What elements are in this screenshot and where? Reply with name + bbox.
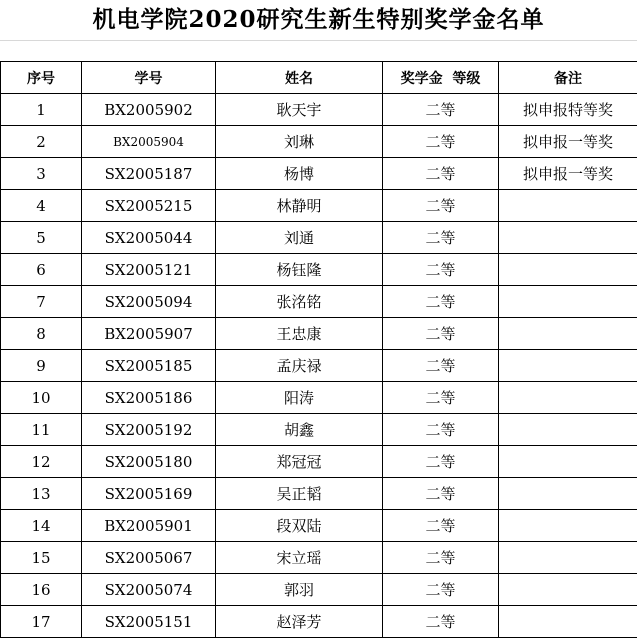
row-name: 吴正韬 — [216, 478, 383, 510]
row-award-level: 二等 — [383, 286, 499, 318]
table-row — [1, 190, 637, 222]
row-seq: 7 — [1, 286, 82, 318]
row-award-level: 二等 — [383, 510, 499, 542]
row-remark — [499, 286, 637, 318]
row-name: 刘通 — [216, 222, 383, 254]
row-remark — [499, 318, 637, 350]
row-award-level: 二等 — [383, 94, 499, 126]
page-title: 机电学院2020研究生新生特别奖学金名单 — [92, 6, 545, 33]
row-student-id: BX2005907 — [82, 318, 216, 350]
row-student-id: SX2005067 — [82, 542, 216, 574]
row-name: 张洺铭 — [216, 286, 383, 318]
header-remarks: 备注 — [499, 62, 637, 94]
table-row — [1, 382, 637, 414]
row-name: 赵泽芳 — [216, 606, 383, 638]
row-award-level: 二等 — [383, 574, 499, 606]
row-name: 郑冠冠 — [216, 446, 383, 478]
row-remark — [499, 542, 637, 574]
row-remark — [499, 254, 637, 286]
row-seq: 8 — [1, 318, 82, 350]
row-award-level: 二等 — [383, 446, 499, 478]
sheet-gridline — [0, 40, 637, 41]
row-seq: 16 — [1, 574, 82, 606]
row-remark — [499, 446, 637, 478]
table-row — [1, 350, 637, 382]
table-row — [1, 222, 637, 254]
row-remark — [499, 382, 637, 414]
row-seq: 17 — [1, 606, 82, 638]
table-row — [1, 126, 637, 158]
row-seq: 5 — [1, 222, 82, 254]
table-row — [1, 158, 637, 190]
table-row — [1, 510, 637, 542]
row-remark — [499, 574, 637, 606]
row-seq: 10 — [1, 382, 82, 414]
row-seq: 12 — [1, 446, 82, 478]
row-name: 林静明 — [216, 190, 383, 222]
row-remark — [499, 190, 637, 222]
row-remark: 拟申报特等奖 — [499, 94, 637, 126]
table-row — [1, 414, 637, 446]
row-name: 耿天宇 — [216, 94, 383, 126]
table-body — [1, 94, 637, 638]
row-seq: 9 — [1, 350, 82, 382]
scholarship-table — [0, 61, 637, 638]
header-student-id: 学号 — [82, 62, 216, 94]
row-award-level: 二等 — [383, 478, 499, 510]
row-award-level: 二等 — [383, 158, 499, 190]
row-student-id: SX2005169 — [82, 478, 216, 510]
row-seq: 1 — [1, 94, 82, 126]
row-student-id: SX2005215 — [82, 190, 216, 222]
row-award-level: 二等 — [383, 414, 499, 446]
row-student-id: SX2005094 — [82, 286, 216, 318]
row-name: 刘琳 — [216, 126, 383, 158]
row-student-id: SX2005192 — [82, 414, 216, 446]
row-seq: 13 — [1, 478, 82, 510]
row-student-id: BX2005904 — [82, 126, 216, 158]
row-name: 杨钰隆 — [216, 254, 383, 286]
row-seq: 11 — [1, 414, 82, 446]
row-name: 杨博 — [216, 158, 383, 190]
row-remark — [499, 414, 637, 446]
row-award-level: 二等 — [383, 382, 499, 414]
row-remark — [499, 606, 637, 638]
row-seq: 6 — [1, 254, 82, 286]
row-student-id: SX2005151 — [82, 606, 216, 638]
row-award-level: 二等 — [383, 190, 499, 222]
row-remark — [499, 510, 637, 542]
table-row — [1, 318, 637, 350]
table-row — [1, 254, 637, 286]
row-remark — [499, 222, 637, 254]
row-student-id: SX2005187 — [82, 158, 216, 190]
table-row — [1, 574, 637, 606]
row-award-level: 二等 — [383, 318, 499, 350]
row-seq: 4 — [1, 190, 82, 222]
row-remark: 拟申报一等奖 — [499, 126, 637, 158]
row-award-level: 二等 — [383, 126, 499, 158]
row-student-id: SX2005121 — [82, 254, 216, 286]
row-student-id: SX2005185 — [82, 350, 216, 382]
row-student-id: SX2005180 — [82, 446, 216, 478]
header-name: 姓名 — [216, 62, 383, 94]
row-name: 郭羽 — [216, 574, 383, 606]
table-row — [1, 286, 637, 318]
row-remark: 拟申报一等奖 — [499, 158, 637, 190]
row-remark — [499, 478, 637, 510]
row-student-id: SX2005074 — [82, 574, 216, 606]
row-award-level: 二等 — [383, 606, 499, 638]
row-name: 阳涛 — [216, 382, 383, 414]
row-student-id: SX2005186 — [82, 382, 216, 414]
row-seq: 14 — [1, 510, 82, 542]
row-name: 孟庆禄 — [216, 350, 383, 382]
header-seq: 序号 — [1, 62, 82, 94]
table-header-row — [1, 62, 637, 94]
row-name: 王忠康 — [216, 318, 383, 350]
row-name: 胡鑫 — [216, 414, 383, 446]
table-row — [1, 478, 637, 510]
table-row — [1, 542, 637, 574]
row-award-level: 二等 — [383, 542, 499, 574]
header-award-level: 奖学金 等级 — [383, 62, 499, 94]
table-row — [1, 446, 637, 478]
row-remark — [499, 350, 637, 382]
table-row — [1, 606, 637, 638]
row-award-level: 二等 — [383, 222, 499, 254]
row-name: 宋立瑶 — [216, 542, 383, 574]
row-seq: 3 — [1, 158, 82, 190]
row-student-id: SX2005044 — [82, 222, 216, 254]
table-row — [1, 94, 637, 126]
row-award-level: 二等 — [383, 254, 499, 286]
row-student-id: BX2005902 — [82, 94, 216, 126]
row-seq: 15 — [1, 542, 82, 574]
row-student-id: BX2005901 — [82, 510, 216, 542]
row-award-level: 二等 — [383, 350, 499, 382]
row-name: 段双陆 — [216, 510, 383, 542]
row-seq: 2 — [1, 126, 82, 158]
